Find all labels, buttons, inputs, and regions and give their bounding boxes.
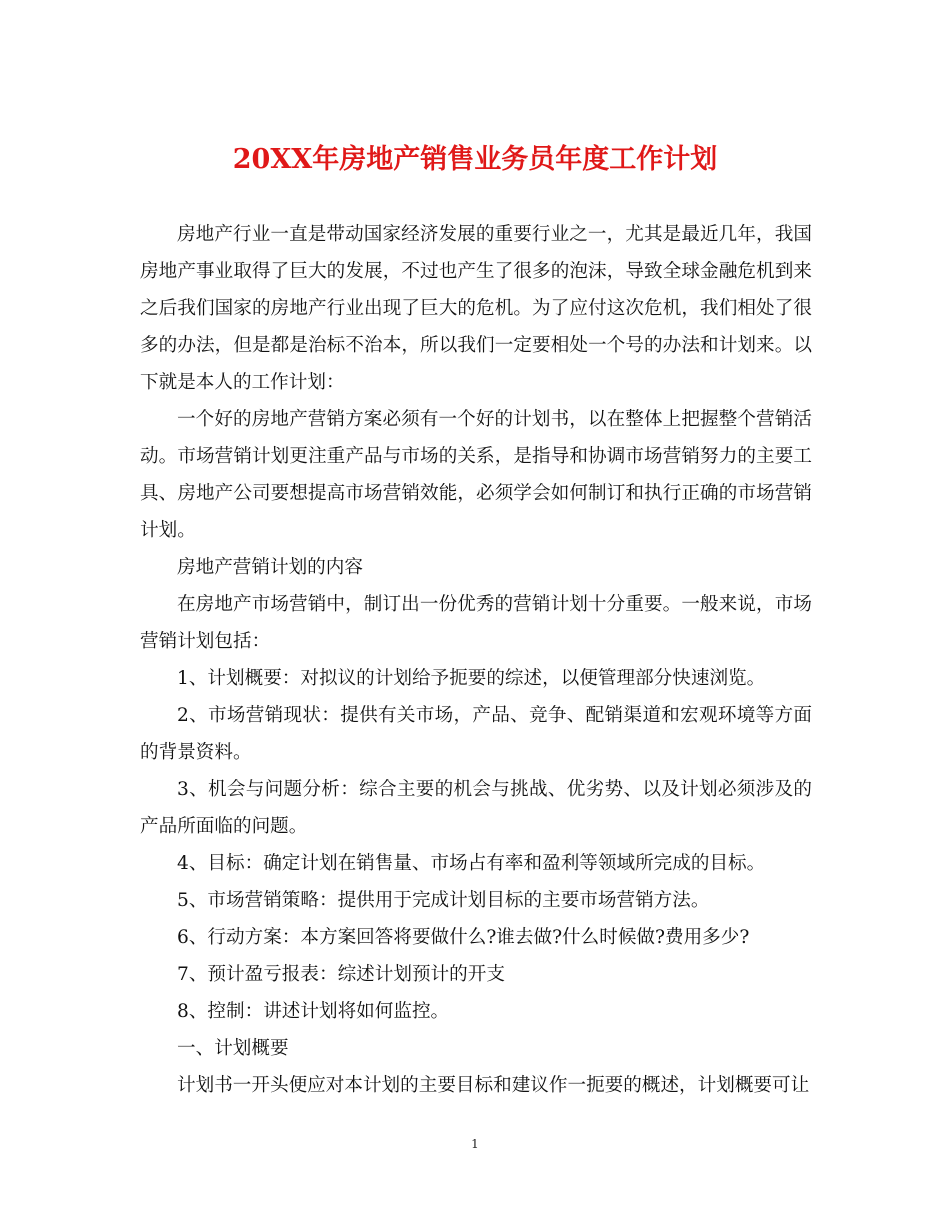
paragraph-heading-content: 房地产营销计划的内容 (177, 557, 363, 578)
paragraph-plan-includes: 在房地产市场营销中，制订出一份优秀的营销计划十分重要。一般来说，市场营销计划包括： (140, 594, 812, 652)
list-item-3: 3、机会与问题分析：综合主要的机会与挑战、优劣势、以及计划必须涉及的产品所面临的问题。 (140, 779, 812, 837)
list-item-2: 2、市场营销现状：提供有关市场，产品、竞争、配销渠道和宏观环境等方面的背景资料。 (140, 705, 812, 763)
paragraph-plan-importance: 一个好的房地产营销方案必须有一个好的计划书，以在整体上把握整个营销活动。市场营销计划更注重产品与市场的关系，是指导和协调市场营销努力的主要工具、房地产公司要想提高市场营销效能，必须学会如何制订和执行正确的市场营销计划。 (140, 409, 812, 541)
paragraph-intro: 房地产行业一直是带动国家经济发展的重要行业之一，尤其是最近几年，我国房地产事业取得了巨大的发展，不过也产生了很多的泡沫，导致全球金融危机到来之后我们国家的房地产行业出现了巨大的危机。为了应付这次危机，我们相处了很多的办法，但是都是治标不治本，所以我们一定要相处一个号的办法和计划来。以下就是本人的工作计划： (140, 224, 812, 393)
list-item-1: 1、计划概要：对拟议的计划给予扼要的综述，以便管理部分快速浏览。 (177, 668, 766, 689)
list-item-8: 8、控制：讲述计划将如何监控。 (177, 1001, 450, 1022)
paragraph-summary-start: 计划书一开头便应对本计划的主要目标和建议作一扼要的概述，计划概要可让 (177, 1075, 810, 1096)
page-number: 1 (471, 1137, 479, 1151)
list-item-7: 7、预计盈亏报表：综述计划预计的开支 (177, 964, 505, 985)
list-item-4: 4、目标：确定计划在销售量、市场占有率和盈利等领域所完成的目标。 (177, 853, 766, 874)
list-item-6: 6、行动方案：本方案回答将要做什么?谁去做?什么时候做?费用多少? (177, 927, 750, 948)
document-body (140, 216, 812, 1104)
list-item-5: 5、市场营销策略：提供用于完成计划目标的主要市场营销方法。 (177, 890, 710, 911)
section-heading-1: 一、计划概要 (177, 1038, 289, 1059)
document-title: 20XX年房地产销售业务员年度工作计划 (232, 144, 718, 175)
